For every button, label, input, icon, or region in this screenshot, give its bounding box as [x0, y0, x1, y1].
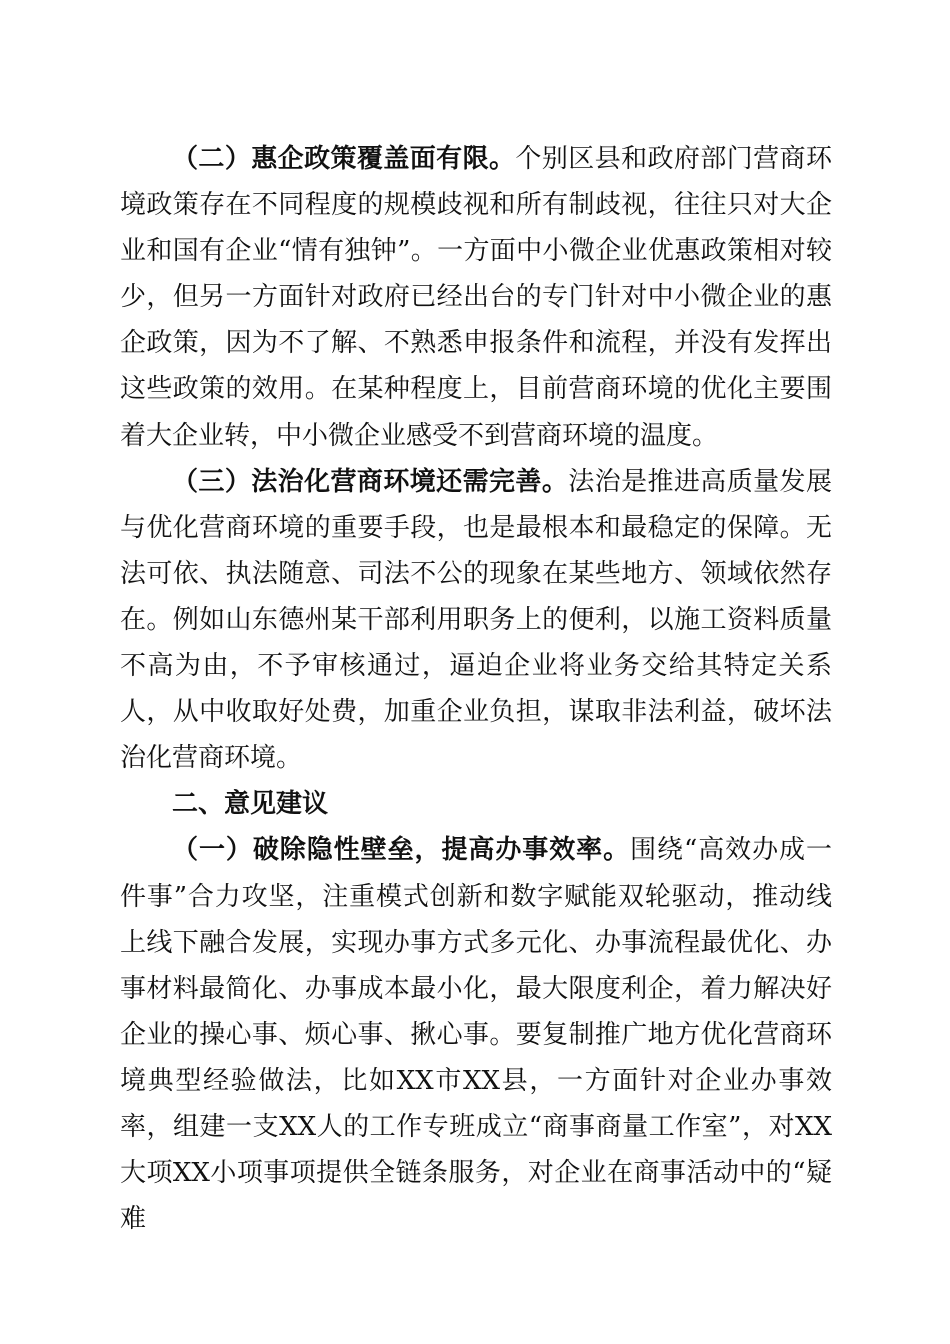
paragraph-lead-heading: （三）法治化营商环境还需完善。: [172, 466, 569, 497]
paragraph-lead-heading: （一）破除隐性壁垒，提高办事效率。: [172, 835, 631, 866]
paragraph-text: 法治是推进高质量发展与优化营商环境的重要手段，也是最根本和最稳定的保障。无法可依、执法随意、司法不公的现象在某些地方、领域依然存在。例如山东德州某干部利用职务上的便利，以施工资料质量不高为由，不予审核通过，逼迫企业将业务交给其特定关系人，从中收取好处费，加重企业负担，谋取非法利益，破坏法治化营商环境。: [120, 466, 832, 774]
paragraph-text: 个别区县和政府部门营商环境政策存在不同程度的规模歧视和所有制歧视，往往只对大企业和国有企业“情有独钟”。一方面中小微企业优惠政策相对较少，但另一方面针对政府已经出台的专门针对中小微企业的惠企政策，因为不了解、不熟悉申报条件和流程，并没有发挥出这些政策的效用。在某种程度上，目前营商环境的优化主要围着大企业转，中小微企业感受不到营商环境的温度。: [120, 144, 832, 451]
paragraph-efficiency: [120, 827, 832, 1242]
document-body: [120, 136, 832, 1242]
paragraph-policy-coverage: [120, 136, 832, 459]
section-heading: 二、意见建议: [172, 789, 329, 820]
paragraph-rule-of-law: [120, 459, 832, 782]
paragraph-text: 围绕“高效办成一件事”合力攻坚，注重模式创新和数字赋能双轮驱动，推动线上线下融合发展，实现办事方式多元化、办事流程最优化、办事材料最简化、办事成本最小化，最大限度利企，着力解决好企业的操心事、烦心事、揪心事。要复制推广地方优化营商环境典型经验做法，比如XX市XX县，一方面针对企业办事效率，组建一支XX人的工作专班成立“商事商量工作室”，对XX大项XX小项事项提供全链条服务，对企业在商事活动中的“疑难: [120, 835, 832, 1235]
paragraph-lead-heading: （二）惠企政策覆盖面有限。: [172, 144, 516, 174]
